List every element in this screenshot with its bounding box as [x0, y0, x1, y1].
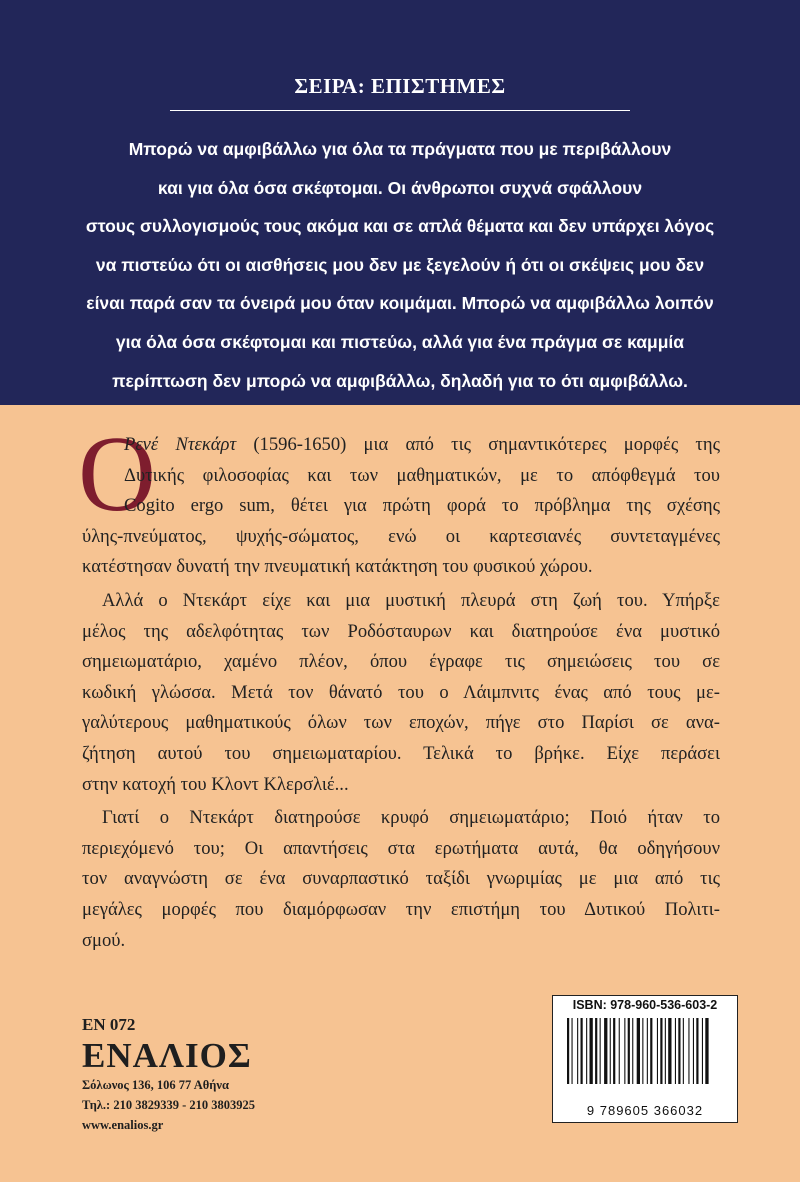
barcode-bar [604, 1018, 607, 1084]
quote-line: Μπορώ να αμφιβάλλω για όλα τα πράγματα που με περιβάλλουν [128, 139, 672, 159]
barcode-bar [642, 1018, 643, 1084]
isbn-label: ISBN: 978-960-536-603-2 [572, 998, 718, 1012]
text-line: ύλης-πνεύματος, ψυχής-σώματος, ενώ οι καρτεσιανές συντεταγμένες [82, 525, 720, 547]
text-line: γαλύτερους μαθηματικούς όλων των εποχών, πήγε στο Παρίσι σε ανα- [82, 712, 720, 734]
barcode-bar [650, 1018, 652, 1084]
barcode-bar [567, 1018, 569, 1084]
author-name: Ρενέ Ντεκάρτ [124, 434, 237, 455]
quote-line: στους συλλογισμούς τους ακόμα και σε απλά θέματα και δεν υπάρχει λόγος [85, 216, 715, 237]
description-text [82, 430, 720, 956]
text-line: Ρενέ Ντεκάρτ (1596-1650) μια από τις σημαντικότερες μορφές της [124, 434, 720, 455]
publisher-website: www.enalios.gr [82, 1118, 164, 1132]
barcode-bar [572, 1018, 573, 1084]
quote-line: και για όλα όσα σκέφτομαι. Οι άνθρωποι συχνά σφάλλουν [157, 177, 643, 198]
text-line: σημειωματάριο, χαμένο πλέον, όπου έγραφε τις σημειώσεις του σε [82, 651, 720, 673]
series-divider [170, 110, 630, 111]
quote-line: για όλα όσα σκέφτομαι και πιστεύω, αλλά για ένα πράγμα σε καμμία [115, 331, 685, 352]
barcode-bar [610, 1018, 611, 1084]
barcode-bar [702, 1018, 703, 1084]
barcode-bar [619, 1018, 620, 1084]
barcode-bar [696, 1018, 698, 1084]
isbn-barcode-box [552, 995, 738, 1123]
barcode-digits: 9 789605 366032 [586, 1103, 704, 1118]
barcode-bar [647, 1018, 648, 1084]
barcode-bar [595, 1018, 597, 1084]
barcode-bar [624, 1018, 625, 1084]
text-line: ζήτηση αυτού του σημειωματαρίου. Τελικά το βρήκε. Είχε περάσει [82, 742, 720, 764]
quote-block [60, 130, 740, 400]
publisher-name: ΕΝΑΛΙΟΣ [82, 1036, 252, 1075]
barcode-bar [668, 1018, 671, 1084]
quote-line: να πιστεύω ότι οι αισθήσεις μου δεν με ξεγελούν ή ότι οι σκέψεις μου δεν [95, 254, 705, 275]
series-title: ΣΕΙΡΑ: ΕΠΙΣΤΗΜΕΣ [294, 74, 506, 98]
text-line: κατέστησαν δυνατή την πνευματική κατάκτηση του φυσικού χώρου. [82, 556, 593, 578]
drop-cap: Ο [78, 415, 156, 534]
barcode-bar [577, 1018, 578, 1084]
text-line: μεγάλες μορφές που διαμόρφωσαν την επιστήμη του Δυτικού Πολιτι- [82, 898, 720, 920]
barcode-image [563, 1018, 729, 1102]
barcode-bar [657, 1018, 658, 1084]
text-line: σμού. [82, 929, 126, 951]
publisher-phone: Τηλ.: 210 3829339 - 210 3803925 [82, 1098, 256, 1112]
barcode-bar [628, 1018, 630, 1084]
text-line: στην κατοχή του Κλοντ Κλερσλιέ... [82, 773, 349, 795]
barcode-bar [637, 1018, 640, 1084]
publisher-info [82, 1015, 255, 1135]
barcode-bar [675, 1018, 676, 1084]
text-line: κωδική γλώσσα. Μετά τον θάνατό του ο Λάιμπνιτς ένας από τους με- [82, 681, 720, 703]
barcode-bar [632, 1018, 633, 1084]
barcode-bar [600, 1018, 601, 1084]
barcode-bar [678, 1018, 680, 1084]
text-line: Αλλά ο Ντεκάρτ είχε και μια μυστική πλευρά στη ζωή του. Υπήρξε [102, 589, 720, 611]
barcode-bar [665, 1018, 666, 1084]
text-line: περιεχόμενό του; Οι απαντήσεις στα ερωτήματα αυτά, θα οδηγήσουν [82, 837, 720, 859]
quote-line: περίπτωση δεν μπορώ να αμφιβάλλω, δηλαδή για το ότι αμφιβάλλω. [112, 370, 688, 391]
text-line: Γιατί ο Ντεκάρτ διατηρούσε κρυφό σημειωματάριο; Ποιό ήταν το [102, 807, 720, 829]
barcode-bar [590, 1018, 593, 1084]
text-line: Cogito ergo sum, θέτει για πρώτη φορά το πρόβλημα της σχέσης [124, 495, 720, 517]
barcode-bar [586, 1018, 587, 1084]
barcode-bar [693, 1018, 694, 1084]
barcode-bar [581, 1018, 583, 1084]
barcode-bar [660, 1018, 662, 1084]
text-line: τον αναγνώστη σε ένα συναρπαστικό ταξίδι γνωριμίας με μια από τις [82, 868, 720, 890]
text-line: Δυτικής φιλοσοφίας και των μαθηματικών, με το απόφθεγμά του [124, 464, 720, 486]
barcode-bar [688, 1018, 689, 1084]
catalog-code: ΕΝ 072 [82, 1015, 136, 1034]
text-line: μέλος της αδελφότητας των Ροδόσταυρων και διατηρούσε ένα μυστικό [82, 620, 720, 642]
barcode-bar [683, 1018, 684, 1084]
publisher-address: Σόλωνος 136, 106 77 Αθήνα [82, 1078, 229, 1092]
barcode-bar [705, 1018, 708, 1084]
quote-panel [0, 0, 800, 405]
barcode-bar [613, 1018, 615, 1084]
quote-line: είναι παρά σαν τα όνειρά μου όταν κοιμάμαι. Μπορώ να αμφιβάλλω λοιπόν [86, 293, 714, 314]
